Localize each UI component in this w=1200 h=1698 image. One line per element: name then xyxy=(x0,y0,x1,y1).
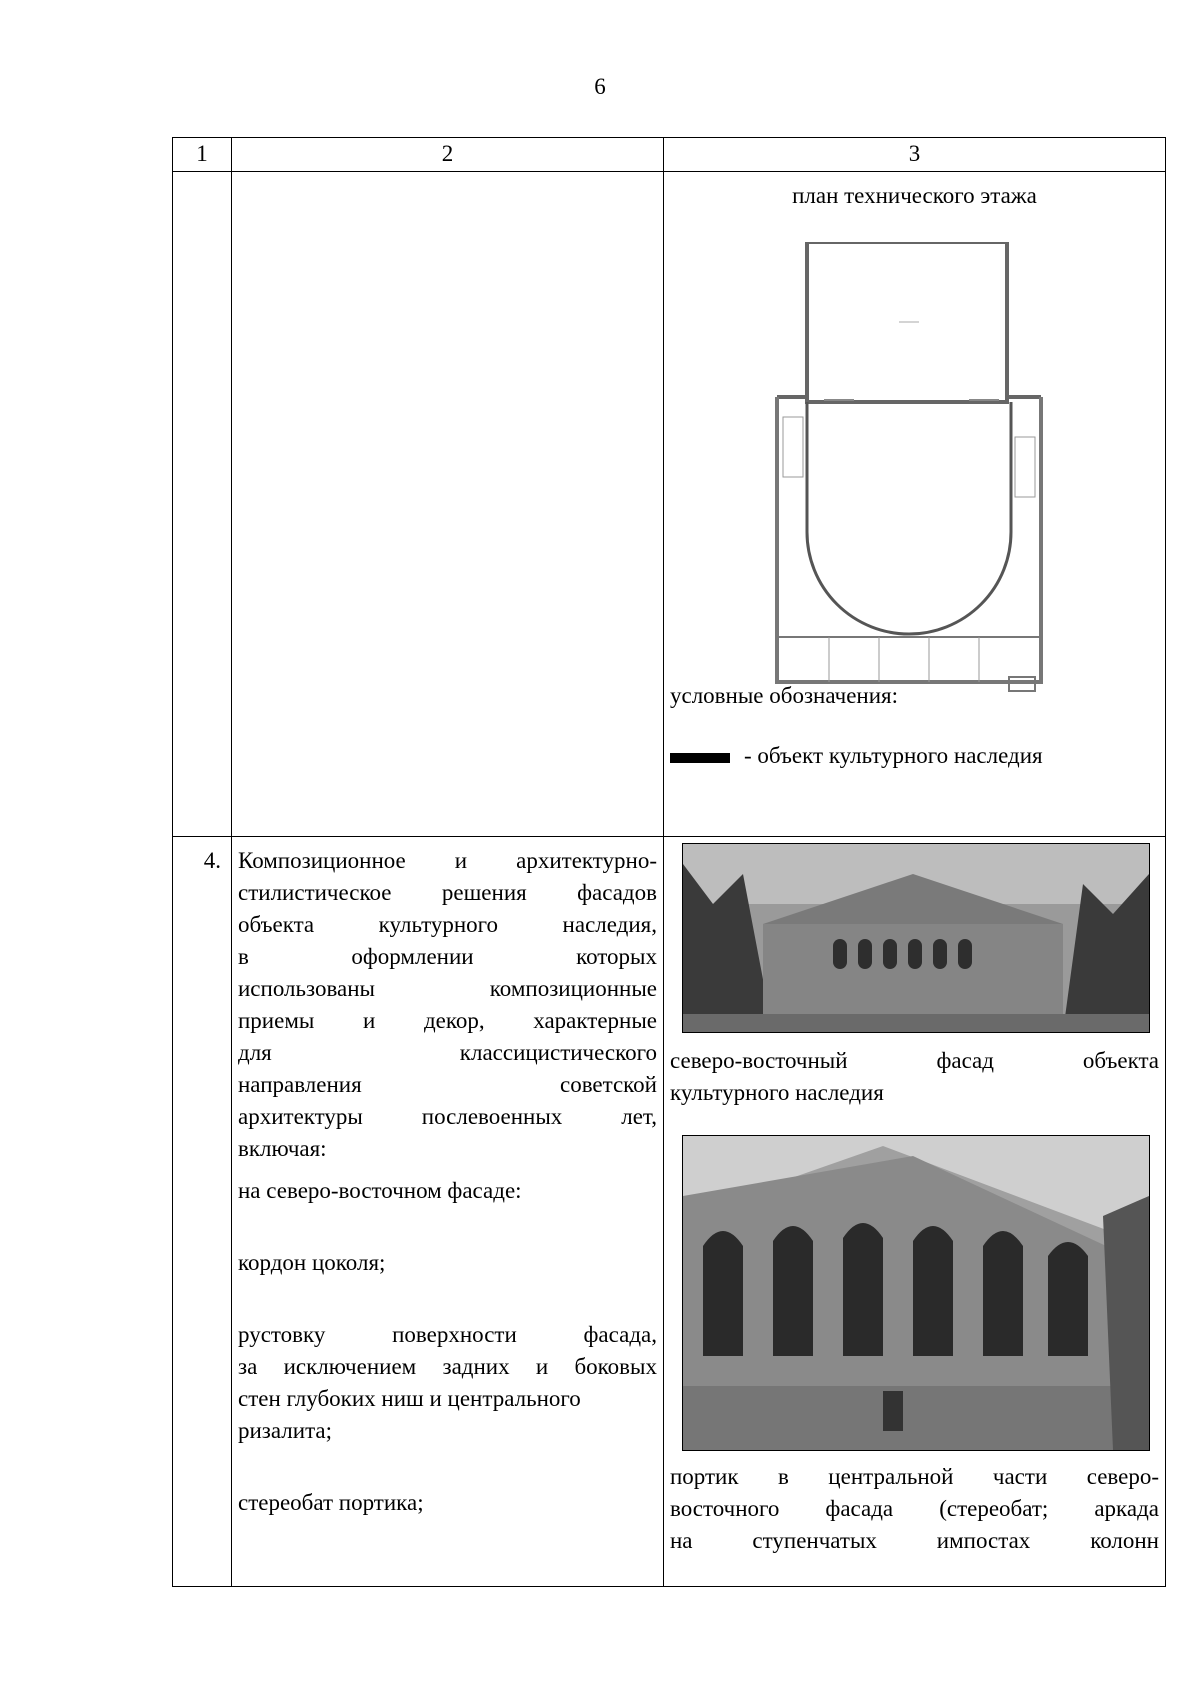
intro-line-5: использованы композиционные xyxy=(238,976,657,1001)
legend-item-label: - объект культурного наследия xyxy=(744,743,1043,768)
plan-title: план технического этажа xyxy=(792,183,1037,208)
row-number: 4. xyxy=(173,837,232,1587)
intro-line-9: архитектуры послевоенных лет, xyxy=(238,1104,657,1129)
caption-facade-line-2: культурного наследия xyxy=(670,1080,884,1105)
header-col-1: 1 xyxy=(173,138,232,172)
legend-swatch xyxy=(670,753,730,763)
intro-line-8: направления советской xyxy=(238,1072,657,1097)
legend-item xyxy=(670,740,1043,772)
portico-photo xyxy=(682,1135,1150,1451)
intro-line-3: объекта культурного наследия, xyxy=(238,912,657,937)
document-table xyxy=(172,137,1166,1587)
row2-col2 xyxy=(232,837,664,1587)
intro-line-last: включая: xyxy=(238,1136,327,1161)
legend-title: условные обозначения: xyxy=(670,683,899,708)
row2-col3 xyxy=(664,837,1166,1587)
floor-plan-drawing xyxy=(769,242,1049,692)
row1-col3 xyxy=(664,172,1166,837)
item-portico-stereobate: стереобат портика; xyxy=(238,1490,424,1515)
intro-line-1: Композиционное и архитектурно- xyxy=(238,848,657,873)
row1-col1 xyxy=(173,172,232,837)
table-row-4 xyxy=(173,837,1166,1587)
header-col-3: 3 xyxy=(664,138,1166,172)
intro-line-4: в оформлении которых xyxy=(238,944,657,969)
caption-portico-line-2: восточного фасада (стереобат; аркада xyxy=(670,1496,1159,1521)
header-col-2: 2 xyxy=(232,138,664,172)
item-rustication-line-4: ризалита; xyxy=(238,1418,333,1443)
intro-line-2: стилистическое решения фасадов xyxy=(238,880,657,905)
item-northeast-facade: на северо-восточном фасаде: xyxy=(238,1178,522,1203)
caption-portico-line-3: на ступенчатых импостах колонн xyxy=(670,1528,1159,1553)
row1-col2 xyxy=(232,172,664,837)
intro-line-6: приемы и декор, характерные xyxy=(238,1008,657,1033)
item-rustication-line-3: стен глубоких ниш и центрального xyxy=(238,1386,581,1411)
caption-portico-line-1: портик в центральной части северо- xyxy=(670,1464,1159,1489)
facade-photo xyxy=(682,843,1150,1033)
page-number: 6 xyxy=(594,74,606,99)
caption-facade-line-1: северо-восточный фасад объекта xyxy=(670,1048,1159,1073)
table-row-plan xyxy=(173,172,1166,837)
table-header-row xyxy=(173,138,1166,172)
item-rustication-line-1: рустовку поверхности фасада, xyxy=(238,1322,657,1347)
intro-line-7: для классицистического xyxy=(238,1040,657,1065)
item-rustication-line-2: за исключением задних и боковых xyxy=(238,1354,657,1379)
item-plinth-cordon: кордон цоколя; xyxy=(238,1250,386,1275)
